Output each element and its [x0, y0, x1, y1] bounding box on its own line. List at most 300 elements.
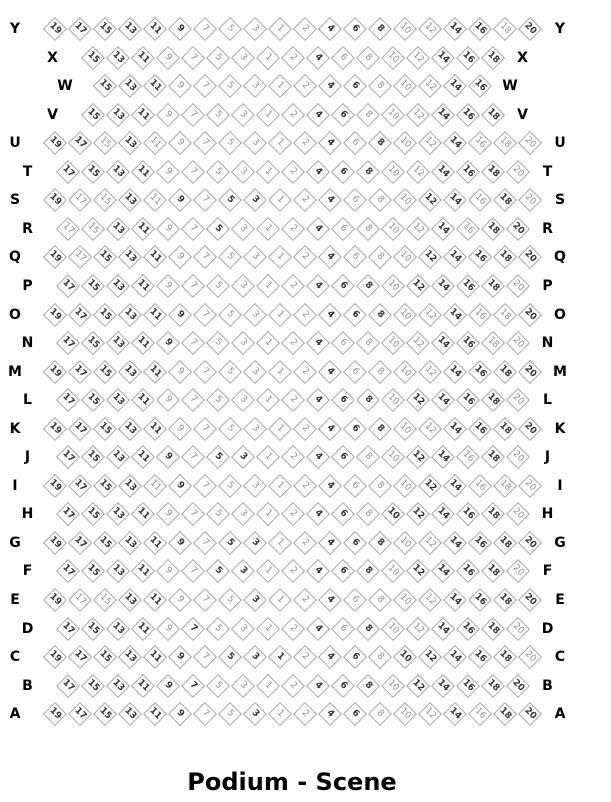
seat-K-10[interactable]: 10 [393, 417, 417, 441]
seat-P-20[interactable]: 20 [505, 274, 529, 298]
seat-N-1[interactable]: 1 [255, 331, 279, 355]
seat-G-20: 20 [518, 531, 542, 555]
seat-G-12[interactable]: 12 [418, 531, 442, 555]
seat-U-2[interactable]: 2 [293, 131, 317, 155]
seat-M-8[interactable]: 8 [368, 360, 392, 384]
seat-T-8: 8 [355, 160, 379, 184]
seat-X-5[interactable]: 5 [205, 46, 229, 70]
seat-S-10[interactable]: 10 [393, 188, 417, 212]
seat-E-5[interactable]: 5 [218, 588, 242, 612]
seat-K-9[interactable]: 9 [168, 417, 192, 441]
seat-O-12[interactable]: 12 [418, 302, 442, 326]
seat-H-15: 15 [80, 502, 104, 526]
row-label-A-right: A [554, 706, 566, 723]
seat-X-6[interactable]: 6 [330, 46, 354, 70]
seat-Y-4: 4 [318, 17, 342, 41]
seat-A-7[interactable]: 7 [193, 702, 217, 726]
seat-I-10[interactable]: 10 [393, 474, 417, 498]
seat-T-16: 16 [455, 160, 479, 184]
seat-H-1[interactable]: 1 [255, 502, 279, 526]
seat-E-10[interactable]: 10 [393, 588, 417, 612]
seat-W-3[interactable]: 3 [243, 74, 267, 98]
seat-E-7[interactable]: 7 [193, 588, 217, 612]
row-label-D-left: D [21, 620, 34, 637]
seat-Y-10[interactable]: 10 [393, 17, 417, 41]
seat-C-8[interactable]: 8 [368, 645, 392, 669]
seat-Q-6[interactable]: 6 [343, 245, 367, 269]
seat-S-6[interactable]: 6 [343, 188, 367, 212]
seat-E-8[interactable]: 8 [368, 588, 392, 612]
seat-S-16[interactable]: 16 [468, 188, 492, 212]
seat-R-17[interactable]: 17 [55, 217, 79, 241]
seat-P-1[interactable]: 1 [255, 274, 279, 298]
seat-A-16[interactable]: 16 [468, 702, 492, 726]
seat-I-19: 19 [43, 474, 67, 498]
seat-Q-7[interactable]: 7 [193, 245, 217, 269]
seat-H-5[interactable]: 5 [205, 502, 229, 526]
seat-I-5[interactable]: 5 [218, 474, 242, 498]
seat-S-8[interactable]: 8 [368, 188, 392, 212]
seat-C-16: 16 [468, 645, 492, 669]
seat-A-10[interactable]: 10 [393, 702, 417, 726]
seat-H-9[interactable]: 9 [155, 502, 179, 526]
seat-G-7[interactable]: 7 [193, 531, 217, 555]
seat-E-9[interactable]: 9 [168, 588, 192, 612]
seat-T-1[interactable]: 1 [255, 160, 279, 184]
seat-J-8[interactable]: 8 [355, 445, 379, 469]
seat-N-16: 16 [455, 331, 479, 355]
seat-U-6[interactable]: 6 [343, 131, 367, 155]
seat-F-1[interactable]: 1 [255, 559, 279, 583]
seat-T-14: 14 [430, 160, 454, 184]
seat-P-10[interactable]: 10 [380, 274, 404, 298]
seat-J-14: 14 [430, 445, 454, 469]
seat-E-16: 16 [468, 588, 492, 612]
seat-D-3[interactable]: 3 [230, 617, 254, 641]
row-label-B-right: B [542, 677, 553, 694]
seat-L-20[interactable]: 20 [505, 388, 529, 412]
seat-A-3: 3 [243, 702, 267, 726]
seat-E-19: 19 [43, 588, 67, 612]
seat-Y-7[interactable]: 7 [193, 17, 217, 41]
seat-U-16[interactable]: 16 [468, 131, 492, 155]
seat-G-1[interactable]: 1 [268, 531, 292, 555]
seat-V-11: 11 [130, 103, 154, 127]
seat-N-8[interactable]: 8 [355, 331, 379, 355]
seat-X-10[interactable]: 10 [380, 46, 404, 70]
seat-U-3[interactable]: 3 [243, 131, 267, 155]
seat-R-16[interactable]: 16 [455, 217, 479, 241]
seat-R-10[interactable]: 10 [380, 217, 404, 241]
seat-B-8: 8 [355, 674, 379, 698]
seat-M-2[interactable]: 2 [293, 360, 317, 384]
seat-T-5[interactable]: 5 [205, 160, 229, 184]
seat-X-9[interactable]: 9 [155, 46, 179, 70]
seat-B-16: 16 [455, 674, 479, 698]
seat-T-12[interactable]: 12 [405, 160, 429, 184]
seat-Y-8: 8 [368, 17, 392, 41]
seat-O-7[interactable]: 7 [193, 302, 217, 326]
seat-J-2[interactable]: 2 [280, 445, 304, 469]
seat-J-16[interactable]: 16 [455, 445, 479, 469]
seat-U-17: 17 [68, 131, 92, 155]
seat-P-15: 15 [80, 274, 104, 298]
row-label-M-right: M [553, 363, 567, 380]
seat-H-3[interactable]: 3 [230, 502, 254, 526]
seat-P-9[interactable]: 9 [155, 274, 179, 298]
seat-C-14: 14 [443, 645, 467, 669]
seat-I-1[interactable]: 1 [268, 474, 292, 498]
seat-C-5: 5 [218, 645, 242, 669]
seat-N-12[interactable]: 12 [405, 331, 429, 355]
seat-X-7[interactable]: 7 [180, 46, 204, 70]
seat-I-18[interactable]: 18 [493, 474, 517, 498]
seat-Y-16: 16 [468, 17, 492, 41]
seat-O-16[interactable]: 16 [468, 302, 492, 326]
seat-L-5[interactable]: 5 [205, 388, 229, 412]
seat-T-7[interactable]: 7 [180, 160, 204, 184]
seat-N-20[interactable]: 20 [505, 331, 529, 355]
seat-N-3[interactable]: 3 [230, 331, 254, 355]
seat-Q-16: 16 [468, 245, 492, 269]
seat-V-8[interactable]: 8 [355, 103, 379, 127]
seat-M-3[interactable]: 3 [243, 360, 267, 384]
seat-Q-3[interactable]: 3 [243, 245, 267, 269]
seat-A-14: 14 [443, 702, 467, 726]
seat-R-9[interactable]: 9 [155, 217, 179, 241]
seat-O-20: 20 [518, 302, 542, 326]
seat-X-15: 15 [80, 46, 104, 70]
seat-U-7[interactable]: 7 [193, 131, 217, 155]
seat-E-12[interactable]: 12 [418, 588, 442, 612]
seat-G-4: 4 [318, 531, 342, 555]
seat-I-11[interactable]: 11 [143, 474, 167, 498]
seat-E-1[interactable]: 1 [268, 588, 292, 612]
seat-B-9: 9 [155, 674, 179, 698]
seat-L-3[interactable]: 3 [230, 388, 254, 412]
seat-N-6[interactable]: 6 [330, 331, 354, 355]
seat-D-20[interactable]: 20 [505, 617, 529, 641]
seat-T-13: 13 [105, 160, 129, 184]
seat-M-7[interactable]: 7 [193, 360, 217, 384]
seat-D-9[interactable]: 9 [155, 617, 179, 641]
row-label-U-left: U [9, 135, 21, 152]
seat-M-5[interactable]: 5 [218, 360, 242, 384]
row-label-E-right: E [555, 592, 565, 608]
seat-U-12[interactable]: 12 [418, 131, 442, 155]
seat-S-9: 9 [168, 188, 192, 212]
row-label-G-right: G [554, 534, 566, 551]
seat-A-1[interactable]: 1 [268, 702, 292, 726]
seat-F-20[interactable]: 20 [505, 559, 529, 583]
seat-A-12[interactable]: 12 [418, 702, 442, 726]
seat-W-1[interactable]: 1 [268, 74, 292, 98]
seat-V-9[interactable]: 9 [155, 103, 179, 127]
seat-U-5[interactable]: 5 [218, 131, 242, 155]
seat-D-5[interactable]: 5 [205, 617, 229, 641]
seat-N-7[interactable]: 7 [180, 331, 204, 355]
seat-I-20[interactable]: 20 [518, 474, 542, 498]
seat-U-14: 14 [443, 131, 467, 155]
seat-W-5[interactable]: 5 [218, 74, 242, 98]
seat-Q-17[interactable]: 17 [68, 245, 92, 269]
seat-X-2[interactable]: 2 [280, 46, 304, 70]
seat-S-11[interactable]: 11 [143, 188, 167, 212]
seat-B-5[interactable]: 5 [205, 674, 229, 698]
seat-R-11: 11 [130, 217, 154, 241]
seat-T-3[interactable]: 3 [230, 160, 254, 184]
seat-U-1[interactable]: 1 [268, 131, 292, 155]
seat-B-2[interactable]: 2 [280, 674, 304, 698]
seat-M-9[interactable]: 9 [168, 360, 192, 384]
seat-O-1[interactable]: 1 [268, 302, 292, 326]
seat-O-10[interactable]: 10 [393, 302, 417, 326]
seat-V-7[interactable]: 7 [180, 103, 204, 127]
seat-I-16[interactable]: 16 [468, 474, 492, 498]
seat-I-6[interactable]: 6 [343, 474, 367, 498]
seat-M-12[interactable]: 12 [418, 360, 442, 384]
seat-F-2[interactable]: 2 [280, 559, 304, 583]
seat-S-1[interactable]: 1 [268, 188, 292, 212]
seat-E-15[interactable]: 15 [93, 588, 117, 612]
seat-G-10[interactable]: 10 [393, 531, 417, 555]
seat-H-7[interactable]: 7 [180, 502, 204, 526]
seat-H-17: 17 [55, 502, 79, 526]
seat-V-12[interactable]: 12 [405, 103, 429, 127]
seat-H-8[interactable]: 8 [355, 502, 379, 526]
seat-V-2[interactable]: 2 [280, 103, 304, 127]
seat-U-20[interactable]: 20 [518, 131, 542, 155]
seat-K-1[interactable]: 1 [268, 417, 292, 441]
row-label-Q-right: Q [554, 249, 566, 266]
seat-L-2[interactable]: 2 [280, 388, 304, 412]
seat-C-20[interactable]: 20 [518, 645, 542, 669]
seat-A-5[interactable]: 5 [218, 702, 242, 726]
row-label-P-right: P [542, 277, 553, 294]
seat-E-2[interactable]: 2 [293, 588, 317, 612]
seat-N-17: 17 [55, 331, 79, 355]
seat-W-12[interactable]: 12 [418, 74, 442, 98]
seat-S-2[interactable]: 2 [293, 188, 317, 212]
seat-R-6[interactable]: 6 [330, 217, 354, 241]
seat-X-3[interactable]: 3 [230, 46, 254, 70]
stage-label: Podium - Scene [187, 768, 397, 796]
seat-S-19: 19 [43, 188, 67, 212]
seat-H-20[interactable]: 20 [505, 502, 529, 526]
seat-T-9[interactable]: 9 [155, 160, 179, 184]
seat-C-7[interactable]: 7 [193, 645, 217, 669]
row-label-T-right: T [542, 163, 553, 180]
seat-X-8[interactable]: 8 [355, 46, 379, 70]
seat-V-6: 6 [330, 103, 354, 127]
seat-U-11[interactable]: 11 [143, 131, 167, 155]
seat-I-9: 9 [168, 474, 192, 498]
seat-F-10[interactable]: 10 [380, 559, 404, 583]
seat-S-20[interactable]: 20 [518, 188, 542, 212]
seat-A-19: 19 [43, 702, 67, 726]
seat-R-1[interactable]: 1 [255, 217, 279, 241]
seat-W-13: 13 [118, 74, 142, 98]
seat-C-3: 3 [243, 645, 267, 669]
seat-Q-10[interactable]: 10 [393, 245, 417, 269]
seat-K-4: 4 [318, 417, 342, 441]
seat-B-3[interactable]: 3 [230, 674, 254, 698]
seat-O-2[interactable]: 2 [293, 302, 317, 326]
seat-K-3[interactable]: 3 [243, 417, 267, 441]
seat-O-18[interactable]: 18 [493, 302, 517, 326]
seat-J-4: 4 [305, 445, 329, 469]
row-label-K-left: K [9, 420, 21, 437]
seat-N-10[interactable]: 10 [380, 331, 404, 355]
seat-U-15[interactable]: 15 [93, 131, 117, 155]
seat-G-2[interactable]: 2 [293, 531, 317, 555]
seat-D-2[interactable]: 2 [280, 617, 304, 641]
seat-P-7[interactable]: 7 [180, 274, 204, 298]
seat-M-14: 14 [443, 360, 467, 384]
seat-U-9[interactable]: 9 [168, 131, 192, 155]
seat-N-5[interactable]: 5 [205, 331, 229, 355]
seat-R-8[interactable]: 8 [355, 217, 379, 241]
seat-J-18: 18 [480, 445, 504, 469]
seat-A-2[interactable]: 2 [293, 702, 317, 726]
seat-E-17[interactable]: 17 [68, 588, 92, 612]
seat-F-16: 16 [455, 559, 479, 583]
seat-T-4: 4 [305, 160, 329, 184]
seat-Q-9[interactable]: 9 [168, 245, 192, 269]
seat-J-1[interactable]: 1 [255, 445, 279, 469]
seat-D-12[interactable]: 12 [405, 617, 429, 641]
seat-Y-5[interactable]: 5 [218, 17, 242, 41]
seat-W-10[interactable]: 10 [393, 74, 417, 98]
seat-M-10[interactable]: 10 [393, 360, 417, 384]
seat-X-1[interactable]: 1 [255, 46, 279, 70]
seat-M-6[interactable]: 6 [343, 360, 367, 384]
seat-M-1[interactable]: 1 [268, 360, 292, 384]
seat-Q-8[interactable]: 8 [368, 245, 392, 269]
seat-V-1[interactable]: 1 [255, 103, 279, 127]
seat-Q-2[interactable]: 2 [293, 245, 317, 269]
seat-Y-18[interactable]: 18 [493, 17, 517, 41]
seat-I-17: 17 [68, 474, 92, 498]
seat-N-2[interactable]: 2 [280, 331, 304, 355]
seat-L-8: 8 [355, 388, 379, 412]
seat-O-9: 9 [168, 302, 192, 326]
seat-F-7[interactable]: 7 [180, 559, 204, 583]
seat-Y-2[interactable]: 2 [293, 17, 317, 41]
seat-T-11: 11 [130, 160, 154, 184]
seat-T-10[interactable]: 10 [380, 160, 404, 184]
seat-B-1[interactable]: 1 [255, 674, 279, 698]
seat-O-4: 4 [318, 302, 342, 326]
row-label-U-right: U [554, 135, 566, 152]
seat-Y-9: 9 [168, 17, 192, 41]
seat-R-2[interactable]: 2 [280, 217, 304, 241]
seat-J-10[interactable]: 10 [380, 445, 404, 469]
seat-L-7[interactable]: 7 [180, 388, 204, 412]
seat-H-10: 10 [380, 502, 404, 526]
seat-I-3[interactable]: 3 [243, 474, 267, 498]
seat-C-2[interactable]: 2 [293, 645, 317, 669]
seat-D-1[interactable]: 1 [255, 617, 279, 641]
seat-P-2[interactable]: 2 [280, 274, 304, 298]
seat-Q-5[interactable]: 5 [218, 245, 242, 269]
seat-T-20[interactable]: 20 [505, 160, 529, 184]
seat-K-7[interactable]: 7 [193, 417, 217, 441]
seat-Y-12[interactable]: 12 [418, 17, 442, 41]
seat-B-7: 7 [180, 674, 204, 698]
seat-S-17[interactable]: 17 [68, 188, 92, 212]
seat-H-4: 4 [305, 502, 329, 526]
seat-V-3[interactable]: 3 [230, 103, 254, 127]
row-label-Q-left: Q [9, 249, 21, 266]
seat-B-17: 17 [55, 674, 79, 698]
seat-J-7[interactable]: 7 [180, 445, 204, 469]
seat-H-2[interactable]: 2 [280, 502, 304, 526]
seat-W-9[interactable]: 9 [168, 74, 192, 98]
seat-P-5[interactable]: 5 [205, 274, 229, 298]
seat-B-10[interactable]: 10 [380, 674, 404, 698]
seat-R-3[interactable]: 3 [230, 217, 254, 241]
seat-A-4: 4 [318, 702, 342, 726]
seat-L-9[interactable]: 9 [155, 388, 179, 412]
seat-D-10[interactable]: 10 [380, 617, 404, 641]
seat-P-3[interactable]: 3 [230, 274, 254, 298]
seat-W-8[interactable]: 8 [368, 74, 392, 98]
seat-V-10[interactable]: 10 [380, 103, 404, 127]
seat-R-7[interactable]: 7 [180, 217, 204, 241]
seat-R-15[interactable]: 15 [80, 217, 104, 241]
seat-I-8[interactable]: 8 [368, 474, 392, 498]
seat-S-15[interactable]: 15 [93, 188, 117, 212]
seat-K-12[interactable]: 12 [418, 417, 442, 441]
seat-Y-6: 6 [343, 17, 367, 41]
seat-G-15: 15 [93, 531, 117, 555]
seat-L-1[interactable]: 1 [255, 388, 279, 412]
seat-W-7[interactable]: 7 [193, 74, 217, 98]
seat-U-18[interactable]: 18 [493, 131, 517, 155]
seat-Q-1[interactable]: 1 [268, 245, 292, 269]
seat-Y-3[interactable]: 3 [243, 17, 267, 41]
seat-O-5[interactable]: 5 [218, 302, 242, 326]
seat-V-16: 16 [455, 103, 479, 127]
seat-O-3[interactable]: 3 [243, 302, 267, 326]
seat-U-10[interactable]: 10 [393, 131, 417, 155]
seat-S-7[interactable]: 7 [193, 188, 217, 212]
seat-C-13: 13 [118, 645, 142, 669]
seat-Y-1[interactable]: 1 [268, 17, 292, 41]
seat-R-12[interactable]: 12 [405, 217, 429, 241]
seat-W-2[interactable]: 2 [293, 74, 317, 98]
seat-A-8[interactable]: 8 [368, 702, 392, 726]
seat-X-11: 11 [130, 46, 154, 70]
seat-V-5[interactable]: 5 [205, 103, 229, 127]
seat-G-6: 6 [343, 531, 367, 555]
seat-T-2[interactable]: 2 [280, 160, 304, 184]
seat-E-6[interactable]: 6 [343, 588, 367, 612]
seat-I-7[interactable]: 7 [193, 474, 217, 498]
seat-N-18[interactable]: 18 [480, 331, 504, 355]
seat-K-5[interactable]: 5 [218, 417, 242, 441]
seat-L-10[interactable]: 10 [380, 388, 404, 412]
seat-K-2[interactable]: 2 [293, 417, 317, 441]
seat-D-6[interactable]: 6 [330, 617, 354, 641]
seat-X-12[interactable]: 12 [405, 46, 429, 70]
row-label-N-right: N [541, 335, 554, 352]
seat-F-9[interactable]: 9 [155, 559, 179, 583]
seat-I-2[interactable]: 2 [293, 474, 317, 498]
seat-J-20[interactable]: 20 [505, 445, 529, 469]
seat-J-12: 12 [405, 445, 429, 469]
